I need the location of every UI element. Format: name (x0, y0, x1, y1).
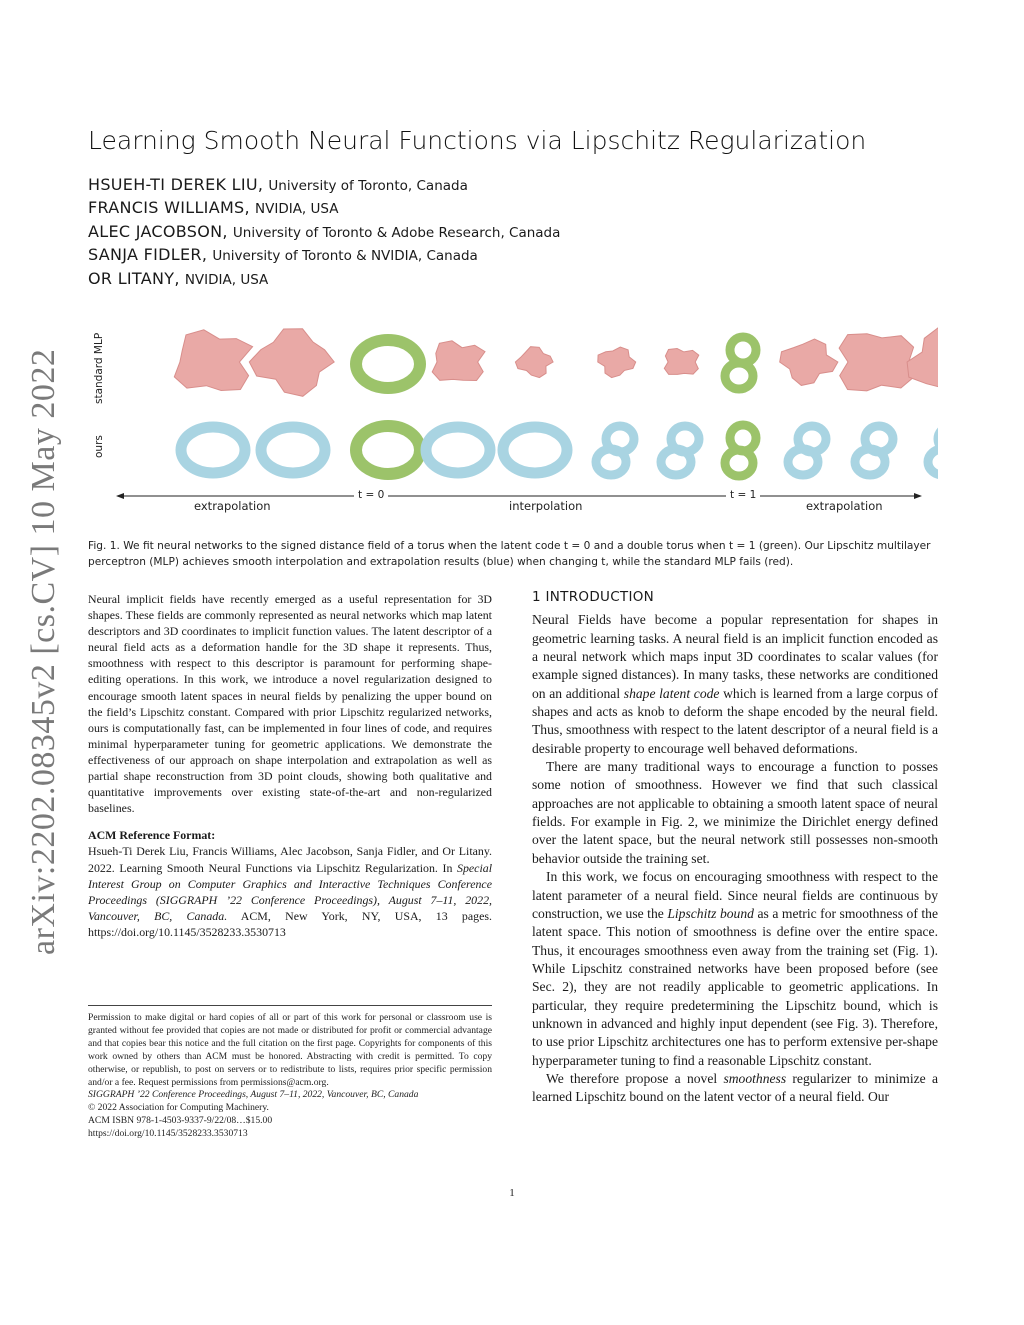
emphasis: shape latent code (623, 685, 720, 701)
distorted-shape (907, 328, 938, 396)
distorted-shape (174, 330, 252, 391)
paragraph-text: regularizer to minimize a learned Lipschitz bound on the latent vector of a neural field. Our (532, 1070, 939, 1105)
smooth-torus-shape (181, 427, 245, 473)
paragraph-text: as a metric for smoothness of the latent space. This notion of smoothness is define over the entire space. Thus, it encourages smoothness even away from the training set (Fig. 1). While Lipschitz constrained networks have been proposed before (see Sec. 2), they are not readily applicable to geometric applications. In particular, they require predetermining the Lipschitz bound, which is unknown in advanced and highly input dependent (see Fig. 3). Therefore, to use prior Lipschitz architectures one has to perform extensive per-shape hyperparameter tuning to find a reasonable Lipschitz constant. (532, 905, 939, 1068)
permission-notice: Permission to make digital or hard copies of all or part of this work for personal or classroom use is granted without fee provided that copies are not made or distributed for profit or commercial advantage and that copies bear this notice and the full citation on the first page. Copyrights for components of this work owned by others than ACM must be honored. Abstracting with credit is permitted. To copy otherwise, or republish, to post on servers or to redistribute to lists, requires prior specific permission and/or a fee. Request permissions from permissions@acm.org. (88, 1012, 492, 1088)
author-entry (88, 198, 560, 221)
t0-label: t = 0 (354, 489, 388, 501)
author-name: ALEC JACOBSON, (88, 221, 228, 241)
paragraph-text: which is learned from a large corpus of shapes and acts as knob to deform the shape encoded by the neural field. Thus, smoothness with respect to the latent descriptor of a neural field is a desirable property to encourage well behaved deformations. (532, 685, 938, 756)
distorted-shape (780, 339, 838, 385)
acm-reference-heading: ACM Reference Format: (88, 828, 216, 843)
acm-reference-text: Hsueh-Ti Derek Liu, Francis Williams, Alec Jacobson, Sanja Fidler, and Or Litany. 2022. Learning Smooth Neural Functions via Lipschitz Regularization. In (88, 844, 492, 875)
extrapolation-left-label: extrapolation (190, 499, 275, 513)
author-affiliation: University of Toronto & NVIDIA, Canada (212, 248, 478, 265)
author-affiliation: NVIDIA, USA (255, 201, 339, 218)
paragraph-text: In this work, we focus on encouraging smoothness with respect to the latent parameter of a neural field. Since neural fields are continuous by construction, we use the (532, 869, 938, 921)
distorted-shape (598, 347, 636, 378)
author-name: FRANCIS WILLIAMS, (88, 198, 250, 218)
figure-caption: Fig. 1. We fit neural networks to the signed distance field of a torus when the latent code t = 0 and a double torus when t = 1 (green). Our Lipschitz multilayer perceptron (MLP) achieves smooth interpolation and extrapolation results (blue) when changing t, while the standard MLP fails (red). (88, 540, 931, 568)
distorted-shape (839, 334, 914, 391)
figure-1 (88, 300, 938, 520)
author-name: HSUEH-TI DEREK LIU, (88, 175, 264, 194)
torus-shape (356, 340, 420, 388)
smooth-torus-shape (503, 427, 567, 473)
isbn-line: ACM ISBN 978-1-4503-9337-9/22/08…$15.00 (88, 1115, 273, 1127)
distorted-shape (515, 347, 553, 378)
distorted-shape (664, 349, 699, 375)
double-torus-shape (725, 363, 753, 389)
shape-sequence-figure (88, 300, 938, 520)
author-entry (88, 245, 560, 268)
author-affiliation: University of Toronto & Adobe Research, Canada (232, 224, 561, 241)
row-label-ours: ours (93, 435, 105, 458)
smooth-double-torus-shape (596, 449, 626, 475)
smooth-torus-shape (261, 427, 325, 473)
author-list (88, 175, 560, 292)
author-entry (88, 269, 560, 292)
author-name: SANJA FIDLER, (88, 245, 208, 265)
acm-reference-tail: ACM, New York, NY, USA, 13 pages. https://doi.org/10.1145/3528233.3530713 (88, 908, 492, 939)
intro-paragraph-1 (532, 611, 938, 758)
acm-reference (88, 843, 492, 940)
page-number: 1 (509, 1187, 515, 1199)
conference-line (88, 1089, 492, 1102)
interpolation-label: interpolation (505, 499, 586, 513)
copyright-line: © 2022 Association for Computing Machinery. (88, 1102, 269, 1114)
torus-shape (356, 426, 420, 474)
paper-title: Learning Smooth Neural Functions via Lipschitz Regularization (88, 126, 867, 155)
abstract: Neural implicit fields have recently emerged as a useful representation for 3D shapes. These fields are commonly represented as neural networks which map latent descriptors and 3D coordinates to implicit function values. The latent descriptor of a neural field acts as a deformation handle for the 3D shape it represents. Thus, smoothness with respect to this descriptor is paramount for performing shape-editing operations. In this work, we introduce a novel regularization designed to encourage smooth latent spaces in neural fields by penalizing the upper bound on the field’s Lipschitz constant. Compared with prior Lipschitz regularized networks, ours is computationally fast, can be implemented in four lines of code, and requires minimal hyperparameter tuning for geometric applications. We demonstrate the effectiveness of our approach on shape interpolation and extrapolation as well as partial shape reconstruction from 3D point clouds, showing both qualitative and quantitative improvements over existing state-of-the-art and non-regularized baselines. (88, 592, 492, 816)
smooth-double-torus-shape (788, 449, 818, 475)
acm-reference-venue: Special Interest Group on Computer Graphics and Interactive Techniques Conference Proceedings (SIGGRAPH ’22 Conference Proceedings), August 7–11, 2022, Vancouver, BC, Canada. (88, 860, 492, 923)
author-entry (88, 175, 560, 198)
author-name: OR LITANY, (88, 268, 180, 288)
right-column (532, 588, 938, 1107)
intro-paragraph-4 (532, 1070, 938, 1107)
right-arrowhead (914, 493, 922, 499)
section-heading: 1 INTRODUCTION (532, 589, 655, 605)
row-label-standard-mlp: standard MLP (93, 332, 105, 404)
smooth-torus-shape (426, 427, 490, 473)
double-torus-shape (725, 450, 753, 476)
doi-line: https://doi.org/10.1145/3528233.3530713 (88, 1128, 248, 1140)
author-affiliation: NVIDIA, USA (184, 271, 269, 288)
intro-paragraph-3 (532, 868, 938, 1070)
emphasis: Lipschitz bound (667, 905, 754, 921)
smooth-double-torus-shape (928, 449, 938, 475)
smooth-double-torus-shape (661, 449, 691, 475)
intro-paragraph-2: There are many traditional ways to encourage a function to posses some notion of smoothness. However we find that such classical approaches are not applicable to obtaining a smooth latent space of neural fields. For example in Fig. 2, we minimize the Dirichlet energy defined over the latent space, but the neural network still possesses non-smooth behavior outside the training set. (532, 759, 938, 866)
conference-name: SIGGRAPH ’22 Conference Proceedings, August 7–11, 2022, Vancouver, BC, Canada (88, 1089, 419, 1101)
distorted-shape (249, 329, 334, 397)
author-affiliation: University of Toronto, Canada (268, 178, 468, 194)
arxiv-stamp: arXiv:2202.08345v2 [cs.CV] 10 May 2022 (25, 348, 62, 955)
extrapolation-right-label: extrapolation (802, 499, 887, 513)
left-arrowhead (116, 493, 124, 499)
distorted-shape (432, 341, 485, 381)
emphasis: smoothness (723, 1070, 787, 1086)
author-entry (88, 222, 560, 245)
smooth-double-torus-shape (855, 449, 885, 475)
t1-label: t = 1 (726, 489, 760, 501)
paragraph-text: We therefore propose a novel (546, 1070, 724, 1086)
copyright-block (88, 1005, 492, 1141)
left-column (88, 591, 492, 940)
paragraph-text: Neural Fields have become a popular representation for shapes in geometric learning tasks. A neural field is an implicit function encoded as a neural network which maps input 3D coordinates to scalar values (for example signed distances). In many tasks, these networks are conditioned on an additional (532, 612, 938, 701)
